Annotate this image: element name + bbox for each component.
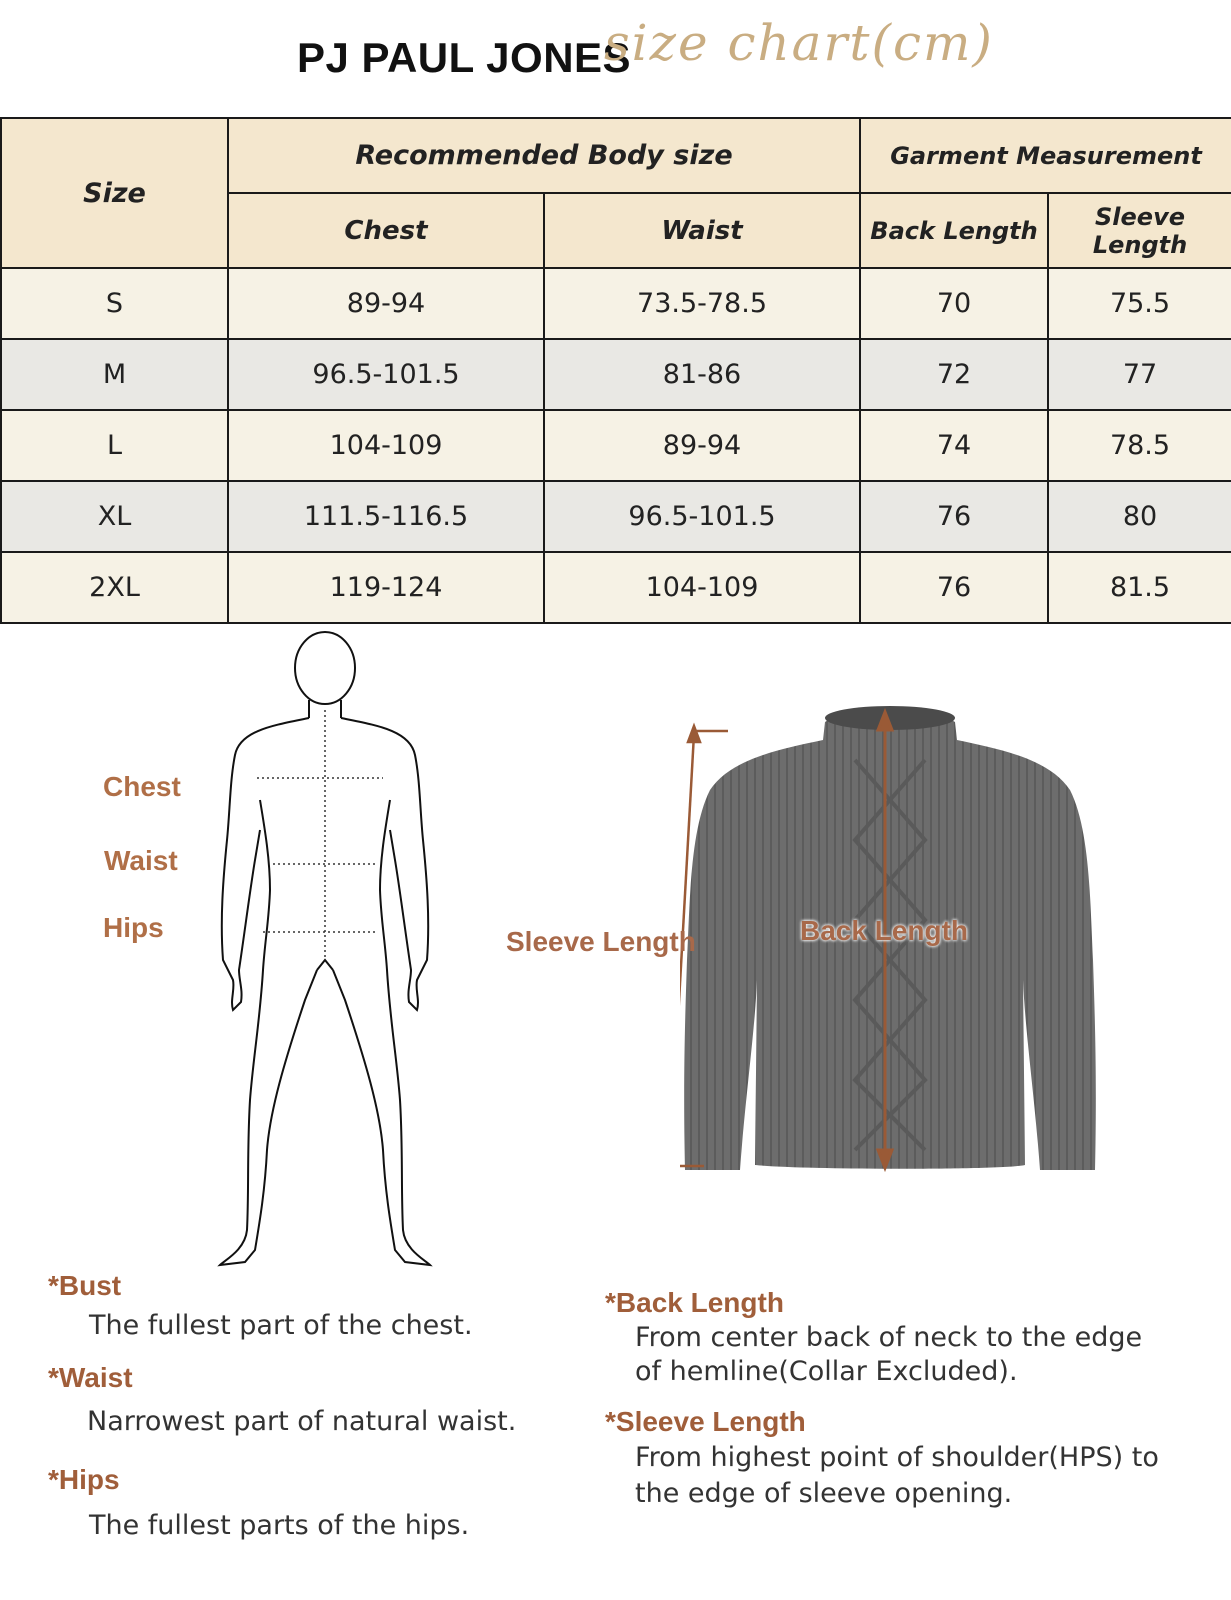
sleeve-length-cell: 77 (1048, 339, 1231, 410)
asterisk-icon: * (48, 1270, 59, 1301)
sleeve-length-label: Sleeve Length (506, 926, 696, 957)
chest-cell: 119-124 (228, 552, 544, 623)
waist-cell: 96.5-101.5 (544, 481, 860, 552)
bust-note-title-text: Bust (58, 1270, 122, 1301)
chest-label: Chest (103, 771, 181, 802)
back-length-column-header: Back Length (860, 193, 1048, 268)
size-cell: S (1, 268, 228, 339)
size-cell: M (1, 339, 228, 410)
back-length-note-line-1: From center back of neck to the edge (635, 1322, 1143, 1353)
back-length-cell: 74 (860, 410, 1048, 481)
waist-note-text: Narrowest part of natural waist. (87, 1406, 517, 1437)
sleeve-length-cell: 81.5 (1048, 552, 1231, 623)
size-table (0, 117, 1231, 624)
table-row (1, 552, 1231, 623)
chest-cell: 111.5-116.5 (228, 481, 544, 552)
hips-label: Hips (103, 912, 164, 943)
back-length-note-title (605, 1287, 784, 1319)
size-cell: L (1, 410, 228, 481)
sleeve-length-cell: 78.5 (1048, 410, 1231, 481)
size-column-header: Size (1, 118, 228, 268)
hips-note-title (48, 1464, 120, 1496)
waist-cell: 81-86 (544, 339, 860, 410)
size-cell: 2XL (1, 552, 228, 623)
hips-note-text: The fullest parts of the hips. (89, 1510, 470, 1541)
back-length-note-title-text: Back Length (615, 1287, 784, 1318)
sleeve-length-note-title-text: Sleeve Length (615, 1406, 806, 1437)
back-length-cell: 72 (860, 339, 1048, 410)
hips-note-title-text: Hips (58, 1464, 120, 1495)
waist-label: Waist (104, 845, 178, 876)
table-row (1, 339, 1231, 410)
asterisk-icon: * (605, 1287, 616, 1318)
garment-measurement-header: Garment Measurement (860, 118, 1231, 193)
sleeve-length-note-title (605, 1406, 806, 1438)
waist-note-title-text: Waist (58, 1362, 133, 1393)
brand-name: PJ PAUL JONES (297, 34, 632, 81)
sleeve-length-note-line-2: the edge of sleeve opening. (635, 1478, 1013, 1509)
table-row (1, 268, 1231, 339)
waist-column-header: Waist (544, 193, 860, 268)
waist-cell: 104-109 (544, 552, 860, 623)
back-length-note-line-2: of hemline(Collar Excluded). (635, 1356, 1018, 1387)
size-cell: XL (1, 481, 228, 552)
back-length-label: Back Length (800, 915, 969, 946)
sleeve-length-cell: 80 (1048, 481, 1231, 552)
back-length-cell: 76 (860, 481, 1048, 552)
size-chart-script-title: size chart(cm) (604, 14, 994, 72)
chest-cell: 96.5-101.5 (228, 339, 544, 410)
recommended-body-size-header: Recommended Body size (228, 118, 860, 193)
chest-cell: 104-109 (228, 410, 544, 481)
waist-note-title (48, 1362, 133, 1394)
sleeve-length-column-header: Sleeve Length (1048, 193, 1231, 268)
asterisk-icon: * (48, 1362, 59, 1393)
chest-cell: 89-94 (228, 268, 544, 339)
bust-note-text: The fullest part of the chest. (89, 1310, 473, 1341)
asterisk-icon: * (48, 1464, 59, 1495)
back-length-cell: 76 (860, 552, 1048, 623)
chest-column-header: Chest (228, 193, 544, 268)
sleeve-length-cell: 75.5 (1048, 268, 1231, 339)
asterisk-icon: * (605, 1406, 616, 1437)
table-row (1, 410, 1231, 481)
table-row (1, 481, 1231, 552)
sleeve-length-note-line-1: From highest point of shoulder(HPS) to (635, 1442, 1159, 1473)
human-body-outline-icon (205, 630, 445, 1300)
waist-cell: 89-94 (544, 410, 860, 481)
bust-note-title (48, 1270, 121, 1302)
back-length-cell: 70 (860, 268, 1048, 339)
waist-cell: 73.5-78.5 (544, 268, 860, 339)
